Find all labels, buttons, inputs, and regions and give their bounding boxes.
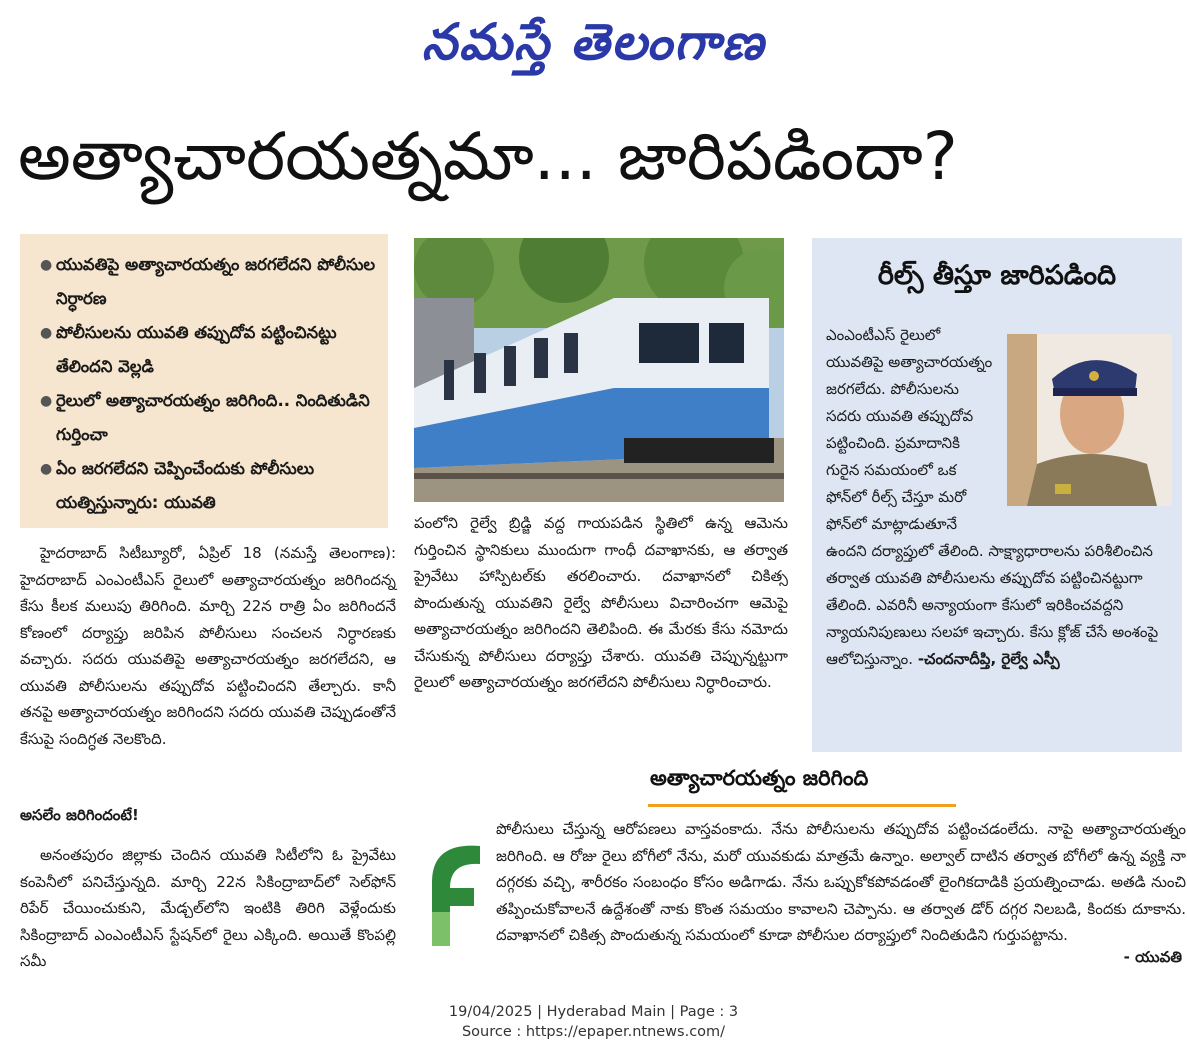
highlight-text: ఏం జరగలేదని చెప్పించేందుకు పోలీసులు యత్నిస్తున్నారు: యువతి — [56, 459, 315, 512]
officer-illustration — [1007, 334, 1172, 506]
bullet-icon: ● — [40, 461, 53, 477]
bullet-icon: ● — [40, 257, 53, 273]
highlight-text: రైలులో అత్యాచారయత్నం జరిగింది.. నిందితుడిని గుర్తించా — [56, 391, 370, 444]
masthead — [0, 6, 1187, 78]
quote-box — [414, 816, 1187, 986]
quote-title-underline — [648, 804, 956, 807]
masthead-title: నమస్తే తెలంగాణ — [421, 12, 766, 71]
article-subhead: అసలేం జరిగిందంటే! — [20, 806, 139, 824]
quote-signature: - యువతి — [1123, 948, 1182, 966]
sidebar-body — [826, 322, 1172, 673]
sidebar-box — [812, 238, 1182, 752]
highlight-item — [40, 248, 376, 316]
article-lead-text: హైదరాబాద్ సిటీబ్యూరో, ఏప్రిల్ 18 (నమస్తే తెలంగాణ): హైదరాబాద్ ఎంఎంటీఎస్ రైలులో అత్యాచారయత్నం జరిగిందన్న కేసు కీలక మలుపు తిరిగింది. మార్చి 22న రాత్రి ఏం జరిగిందనే కోణంలో దర్యాప్తు జరిపిన పోలీసులు సంచలన నిర్ధారణకు వచ్చారు. సదరు యువతిపై అత్యాచారయత్నం జరగలేదని, ఆ యువతి పోలీసులను తప్పుదోవ పట్టించిందని తేల్చారు. కానీ తనపై అత్యాచారయత్నం జరిగిందని సదరు యువతి చెప్పుడంతోనే కేసుపై సందిగ్ధత నెలకొంది. — [20, 544, 396, 748]
train-photo — [414, 238, 784, 502]
article-continued: పంలోని రైల్వే బ్రిడ్జి వద్ద గాయపడిన స్థితిలో ఉన్న ఆమెను గుర్తించిన స్థానికులు ముందుగా గాంధీ దవాఖానకు, ఆ తర్వాత ప్రైవేటు హాస్పిటల్‌కు తరలించారు. దవాఖానలో చికిత్స పొందుతున్న యువతిని రైల్వే పోలీసులు విచారించగా ఆమెపై అత్యాచారయత్నం జరిగిందని తెలిపింది. ఈ మేరకు కేసు నమోదు చేసుకున్న పోలీసులు దర్యాప్తు చేశారు. యువతి చెప్పున్నట్టుగా రైలులో అత్యాచారయత్నం జరగలేదని పోలీసులు నిర్ధారించారు. — [414, 514, 788, 691]
headline: అత్యాచారయత్నమా... జారిపడిందా? — [18, 118, 958, 195]
train-illustration — [414, 238, 784, 502]
highlight-item — [40, 316, 376, 384]
highlight-text: యువతిపై అత్యాచారయత్నం జరగలేదని పోలీసుల నిర్ధారణ — [56, 255, 376, 308]
quote-title: అత్యాచారయత్నం జరిగింది — [650, 766, 869, 790]
footer-date-line: 19/04/2025 | Hyderabad Main | Page : 3 — [448, 1004, 739, 1020]
sidebar-title: రీల్స్ తీస్తూ జారిపడింది — [877, 260, 1117, 291]
officer-photo — [1007, 334, 1172, 506]
highlight-item — [40, 452, 376, 520]
highlights-box — [20, 234, 388, 528]
quote-mark-icon — [424, 842, 480, 946]
sidebar-signature: -చందనాదీప్తి, రైల్వే ఎస్పీ — [917, 650, 1060, 668]
highlight-text: పోలీసులను యువతి తప్పుదోవ పట్టించినట్టు తేలిందని వెల్లడి — [56, 323, 337, 376]
bullet-icon: ● — [40, 393, 53, 409]
highlight-item — [40, 384, 376, 452]
article-lead — [20, 540, 396, 752]
bullet-icon: ● — [40, 325, 53, 341]
footer — [0, 1002, 1187, 1042]
quote-text: పోలీసులు చేస్తున్న ఆరోపణలు వాస్తవంకాదు. నేను పోలీసులను తప్పుదోవ పట్టించడంలేదు. నాపై అత్యాచారయత్నం జరిగింది. ఆ రోజు రైలు బోగీలో నేను, మరో యువకుడు మాత్రమే ఉన్నాం. అల్వాల్ దాటిన తర్వాత బోగీలో ఉన్న వ్యక్తి నా దగ్గరకు వచ్చి, శారీరకం సంబంధం కోసం అడిగాడు. నేను ఒప్పుకోకపోవడంతో లైంగికదాడికి ప్రయత్నించాడు. అతడి నుంచి తప్పించుకోవాలనే ఉద్దేశంతో నాకు కొంత సమయం కావాలని చెప్పాను. ఆ తర్వాత డోర్ దగ్గర నిలబడి, కిందకు దూకాను. దవాఖానలో చికిత్స పొందుతున్న సమయంలో కూడా పోలీసుల దర్యాప్తులో నిందితుడిని గుర్తుపట్టాను. — [496, 820, 1186, 944]
sidebar-text: ఎంఎంటీఎస్ రైలులో యువతిపై అత్యాచారయత్నం జరగలేదు. పోలీసులను సదరు యువతి తప్పుదోవ పట్టించింది. ప్రమాదానికి గురైన సమయంలో ఒక ఫోన్‌లో రీల్స్ చేస్తూ మరో ఫోన్‌లో మాట్లాడుతూనే ఉందని దర్యాప్తులో తేలింది. సాక్ష్యాధారాలను పరిశీలించిన తర్వాత యువతి పోలీసులను తప్పుదోవ పట్టించినట్టుగా తేలింది. ఎవరినీ అన్యాయంగా కేసులో ఇరికించవద్దని న్యాయనిపుణులు సలహా ఇచ్చారు. కేసు క్లోజ్ చేసే అంశంపై ఆలోచిస్తున్నాం. — [826, 326, 1159, 668]
footer-source-line: Source : https://epaper.ntnews.com/ — [461, 1024, 726, 1040]
article-body: అనంతపురం జిల్లాకు చెందిన యువతి సిటీలోని ఓ ప్రైవేటు కంపెనీలో పనిచేస్తున్నది. మార్చి 22న సికింద్రాబాద్‌లో సెల్‌ఫోన్ రిపేర్ చేయించుకుని, మేడ్చల్‌లోని ఇంటికి తిరిగి వెళ్లేందుకు సికింద్రాబాద్ ఎంఎంటీఎస్ స్టేషన్‌లో రైలు ఎక్కింది. అయితే కొంపల్లి సమీ — [20, 846, 396, 970]
